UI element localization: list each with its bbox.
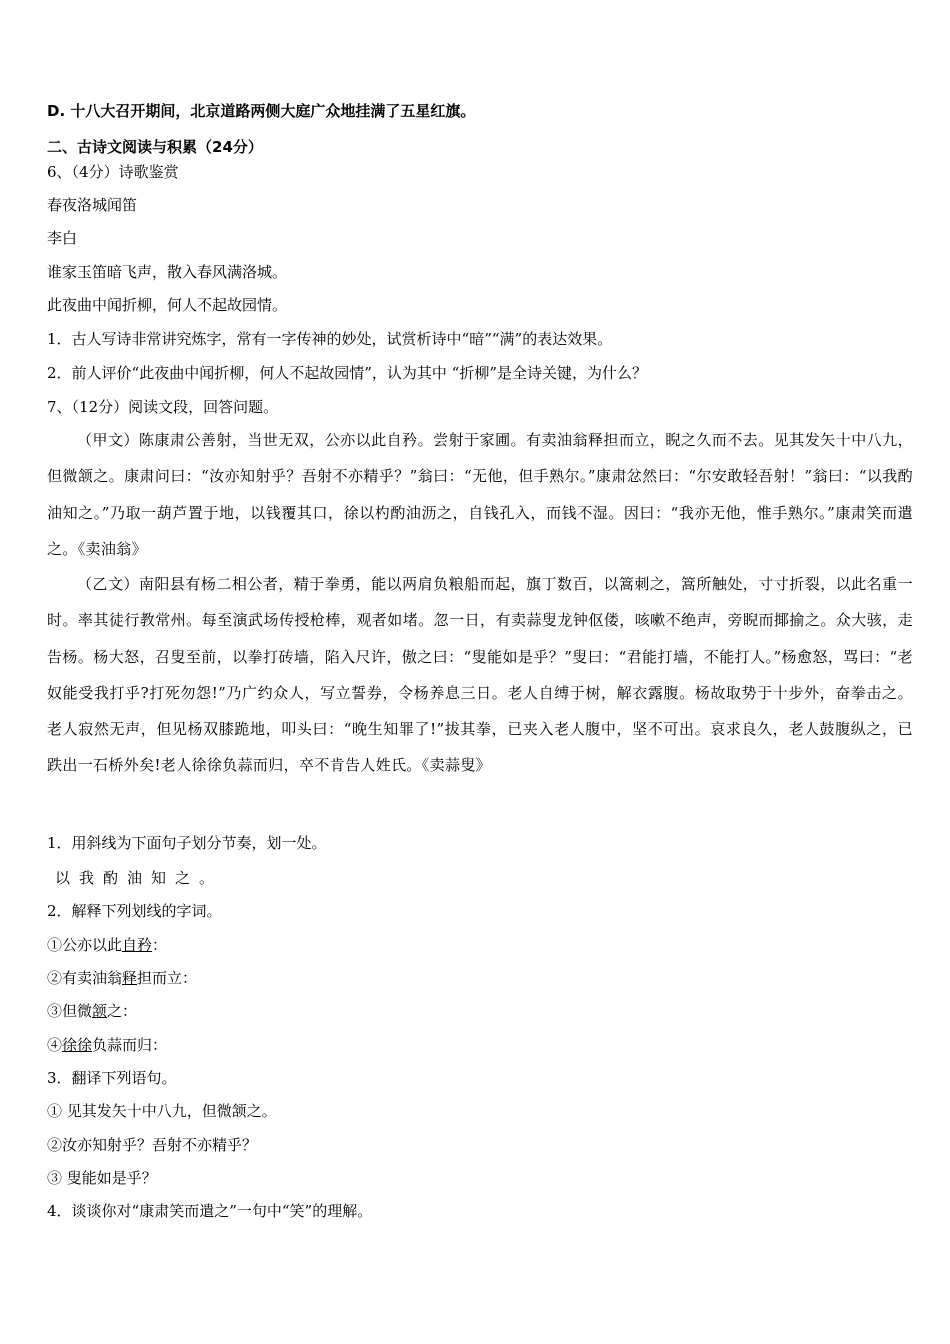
word-item: ④徐徐负蒜而归： [47, 1036, 168, 1054]
q6-sub1: 1．古人写诗非常讲究炼字，常有一字传神的妙处，试赏析诗中“暗”“满”的表达效果。 [47, 330, 613, 348]
underlined-word: 自矜 [122, 936, 153, 954]
underlined-word: 释 [122, 969, 138, 987]
option-d-label: D. [47, 102, 66, 120]
word-item: ①公亦以此自矜： [47, 936, 168, 954]
q6-header: 6、（4分）诗歌鉴赏 [47, 163, 179, 181]
translate-item-3: ③ 叟能如是乎？ [47, 1169, 157, 1187]
translate-item-2: ②汝亦知射乎？吾射不亦精乎？ [47, 1136, 258, 1154]
option-d [47, 101, 475, 121]
word-item: ③但微颔之： [47, 1002, 138, 1020]
poem-line-2: 此夜曲中闻折柳，何人不起故园情。 [47, 296, 288, 314]
q7-sub1-sentence: 以我酌油知之。 [55, 869, 224, 887]
q7-sub4: 4．谈谈你对“康肃笑而遣之”一句中“笑”的理解。 [47, 1202, 373, 1220]
q7-sub1: 1．用斜线为下面句子划分节奏，划一处。 [47, 834, 327, 852]
underlined-word: 徐徐 [62, 1036, 93, 1054]
poem-author: 李白 [47, 229, 78, 247]
option-d-text: 十八大召开期间，北京道路两侧大庭广众地挂满了五星红旗。 [70, 102, 476, 120]
q7-sub2: 2．解释下列划线的字词。 [47, 902, 222, 920]
word-item: ②有卖油翁释担而立： [47, 969, 198, 987]
underlined-word: 颔 [92, 1002, 108, 1020]
poem-title: 春夜洛城闻笛 [47, 196, 138, 214]
passage-b: （乙文）南阳县有杨二相公者，精于拳勇，能以两肩负粮船而起，旗丁数百，以篙刺之，篙所触处，寸寸折裂，以此名重一时。率其徒行教常州。每至演武场传授枪棒，观者如堵。忽一日，有卖蒜叟龙钟伛偻，咳嗽不绝声，旁睨而揶揄之。众大骇，走告杨。杨大怒，召叟至前，以拳打砖墙，陷入尺许，傲之曰：“叟能如是乎？”叟曰：“君能打墙，不能打人。”杨愈怒，骂曰：“老奴能受我打乎?打死勿怨!”乃广约众人，写立誓券，令杨养息三日。老人自缚于树，解衣露腹。杨故取势于十步外，奋拳击之。老人寂然无声，但见杨双膝跪地，叩头曰：“晚生知罪了!”拔其拳，已夹入老人腹中，坚不可出。哀求良久，老人鼓腹纵之，已跌出一石桥外矣!老人徐徐负蒜而归，卒不肯告人姓氏。《卖蒜叟》 [47, 575, 913, 775]
q6-sub2: 2．前人评价“此夜曲中闻折柳，何人不起故园情”，认为其中 “折柳”是全诗关键，为什么？ [47, 364, 647, 382]
translate-item-1: ① 见其发矢十中八九，但微颔之。 [47, 1102, 277, 1120]
section-title: 二、古诗文阅读与积累（24分） [47, 138, 263, 156]
poem-line-1: 谁家玉笛暗飞声，散入春风满洛城。 [47, 263, 288, 281]
passage-a: （甲文）陈康肃公善射，当世无双，公亦以此自矜。尝射于家圃。有卖油翁释担而立，睨之久而不去。见其发矢十中八九，但微颔之。康肃问曰：“汝亦知射乎？吾射不亦精乎？”翁曰：“无他，但手熟尔。”康肃忿然曰：“尔安敢轻吾射！”翁曰：“以我酌油知之。”乃取一葫芦置于地，以钱覆其口，徐以杓酌油沥之，自钱孔入，而钱不湿。因曰：“我亦无他，惟手熟尔。”康肃笑而遣之。《卖油翁》 [47, 431, 913, 558]
q7-sub3: 3．翻译下列语句。 [47, 1069, 177, 1087]
q7-header: 7、（12分）阅读文段，回答问题。 [47, 398, 279, 416]
